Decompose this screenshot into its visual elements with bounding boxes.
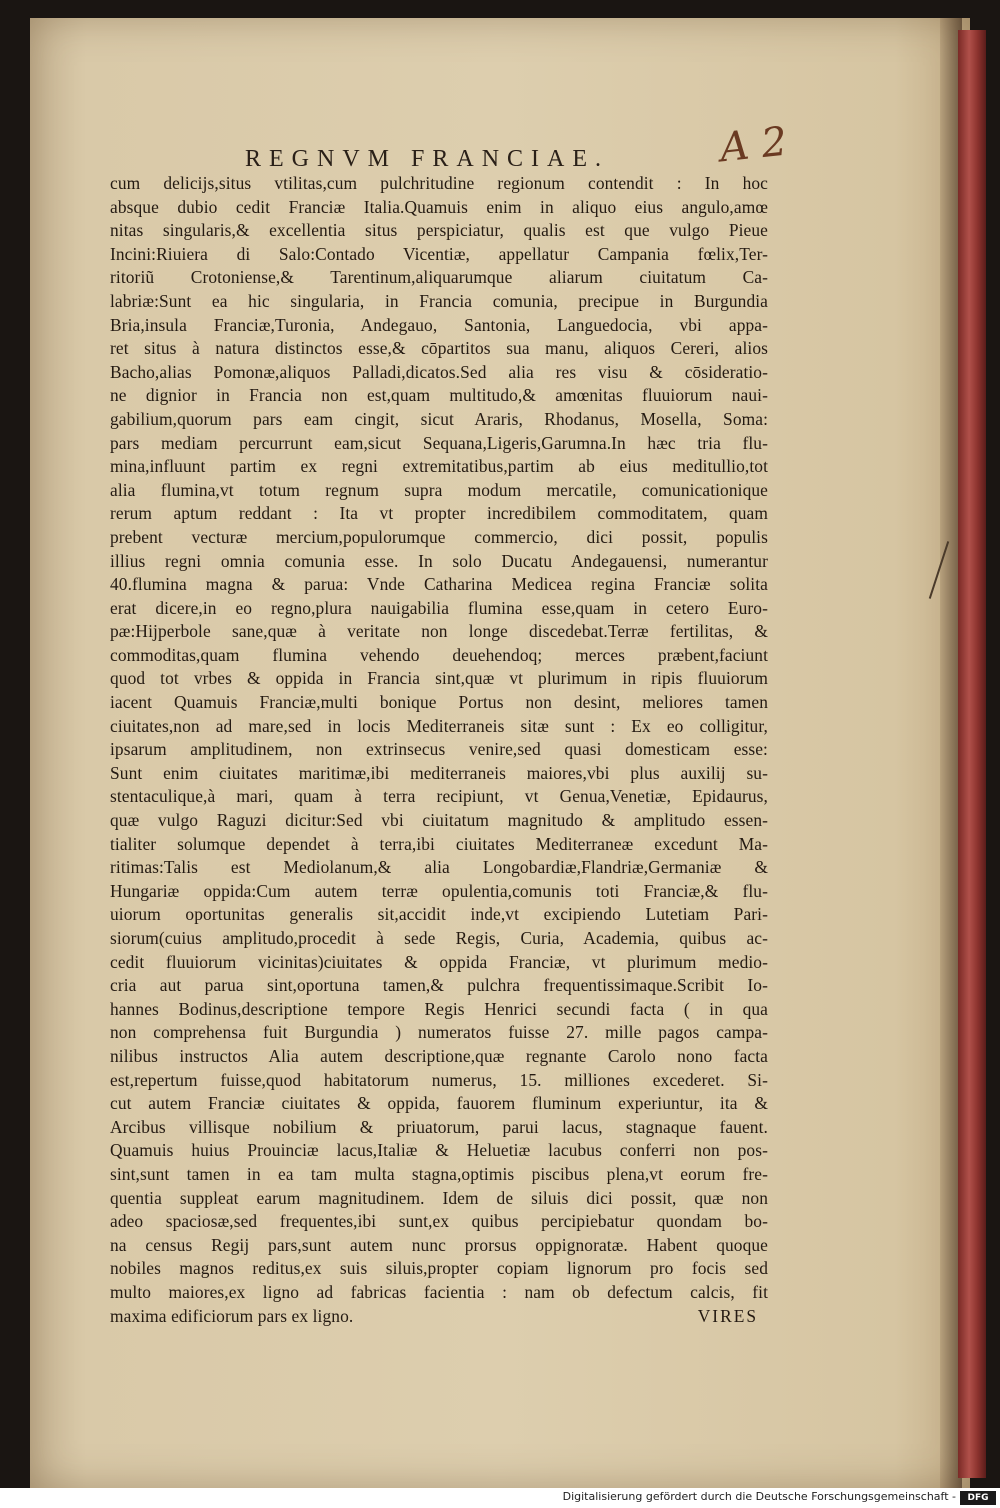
text-line: non comprehensa fuit Burgundia ) numeratos fuisse 27. mille pagos campa- bbox=[110, 1022, 768, 1043]
text-line: ritoriũ Crotoniense,& Tarentinum,aliquarumque aliarum ciuitatum Ca- bbox=[110, 267, 768, 288]
text-line: Bria,insula Franciæ,Turonia, Andegauo, Santonia, Languedocia, vbi appa- bbox=[110, 314, 768, 335]
handwritten-folio: A 2 bbox=[717, 118, 790, 172]
text-line: nilibus instructos Alia autem descriptione,quæ regnante Carolo nono facta bbox=[110, 1045, 768, 1066]
text-line: 40.flumina magna & parua: Vnde Catharina Medicea regina Franciæ solita bbox=[110, 574, 768, 595]
text-line: est,repertum fuisse,quod habitatorum numerus, 15. milliones excederet. Si- bbox=[110, 1069, 768, 1090]
dfg-logo: DFG bbox=[960, 1491, 996, 1505]
text-line: nobiles magnos reditus,ex suis siluis,propter copiam lignorum pro focis sed bbox=[110, 1258, 768, 1279]
text-line: quentia suppleat earum magnitudinem. Idem de siluis dici possit, quæ non bbox=[110, 1187, 768, 1208]
body-text bbox=[110, 172, 768, 1328]
text-line: cut autem Franciæ ciuitates & oppida, fauorem fluminum experiuntur, ita & bbox=[110, 1093, 768, 1114]
text-line: siorum(cuius amplitudo,procedit à sede Regis, Curia, Academia, quibus ac- bbox=[110, 928, 768, 948]
text-line: Sunt enim ciuitates maritimæ,ibi mediterraneis maiores,vbi plus auxilij su- bbox=[110, 762, 768, 783]
text-line: erat dicere,in eo regno,plura nauigabilia flumina esse,quam in cetero Euro- bbox=[110, 597, 768, 618]
text-line-last bbox=[110, 1305, 768, 1329]
text-line: tialiter solumque dependet à terra,ibi ciuitates Mediterraneæ excedunt Ma- bbox=[110, 833, 768, 854]
text-line: Bacho,alias Pomonæ,aliquos Palladi,dicatos.Sed alia res visu & cōsideratio- bbox=[110, 361, 768, 382]
catchword: VIRES bbox=[697, 1305, 758, 1326]
running-head: REGNVM FRANCIAE. bbox=[245, 146, 610, 172]
footer-bar bbox=[0, 1488, 1000, 1508]
text-line: pars mediam percurrunt eam,sicut Sequana,Ligeris,Garumna.In hæc tria flu- bbox=[110, 432, 768, 453]
text-line: cedit fluuiorum vicinitas)ciuitates & oppida Franciæ, vt plurimum medio- bbox=[110, 951, 768, 972]
text-line: iacent Quamuis Franciæ,multi bonique Portus non desint, meliores tamen bbox=[110, 692, 768, 713]
text-line: ipsarum amplitudinem, non extrinsecus venire,sed quasi domesticam esse: bbox=[110, 739, 768, 760]
text-line: adeo spaciosæ,sed frequentes,ibi sunt,ex quibus percipiebatur quondam bo- bbox=[110, 1211, 768, 1232]
text-line: quæ vulgo Raguzi dicitur:Sed vbi ciuitatum magnitudo & amplitudo essen- bbox=[110, 810, 768, 831]
text-line: Hungariæ oppida:Cum autem terræ opulentia,comunis toti Franciæ,& flu- bbox=[110, 880, 768, 901]
last-line-text: maxima edificiorum pars ex ligno. bbox=[110, 1305, 354, 1326]
text-line: absque dubio cedit Franciæ Italia.Quamuis enim in aliquo eius angulo,amœ bbox=[110, 196, 768, 217]
text-line: Arcibus villisque nobilium & priuatorum, parui lacus, stagnaque fauent. bbox=[110, 1116, 768, 1137]
text-line: prebent vecturæ mercium,populorumque commercio, dici possit, populis bbox=[110, 526, 768, 547]
text-line: nitas singularis,& excellentia situs perspiciatur, qualis est que vulgo Pieue bbox=[110, 220, 768, 241]
text-line: uiorum oportunitas generalis sit,accidit inde,vt excipiendo Lutetiam Pari- bbox=[110, 904, 768, 925]
text-line: commoditas,quam flumina vehendo deuehendoq; merces præbent,faciunt bbox=[110, 644, 768, 665]
text-line: quod tot vrbes & oppida in Francia sint,quæ vt plurimum in ripis fluuiorum bbox=[110, 668, 768, 689]
text-line: sint,sunt tamen in ea tam multa stagna,optimis piscibus plena,vt eorum fre- bbox=[110, 1163, 768, 1184]
text-line: cria aut parua sint,oportuna tamen,& pulchra frequentissimaque.Scribit Io- bbox=[110, 975, 768, 996]
text-line: Incini:Riuiera di Salo:Contado Vicentiæ, appellatur Campania fœlix,Ter- bbox=[110, 243, 768, 264]
text-line: cum delicijs,situs vtilitas,cum pulchritudine regionum contendit : In hoc bbox=[110, 173, 768, 193]
footer-credit: Digitalisierung gefördert durch die Deutsche Forschungsgemeinschaft - bbox=[562, 1490, 956, 1503]
text-line: ritimas:Talis est Mediolanum,& alia Longobardiæ,Flandriæ,Germaniæ & bbox=[110, 857, 768, 878]
text-line: rerum aptum reddant : Ita vt propter incredibilem commoditatem, quam bbox=[110, 503, 768, 524]
text-line: pæ:Hijperbole sane,quæ à veritate non longe discedebat.Terræ fertilitas, & bbox=[110, 621, 768, 642]
text-line: ciuitates,non ad mare,sed in locis Mediterraneis sitæ sunt : Ex eo colligitur, bbox=[110, 715, 768, 736]
text-line: hannes Bodinus,descriptione tempore Regis Henrici secundi facta ( in qua bbox=[110, 998, 768, 1019]
text-line: alia flumina,vt totum regnum supra modum mercatile, comunicationique bbox=[110, 479, 768, 500]
text-line: ne dignior in Francia non est,quam multitudo,& amœnitas fluuiorum naui- bbox=[110, 385, 768, 406]
red-page-edge bbox=[958, 30, 986, 1478]
text-line: ret situs à natura distinctos esse,& cōpartitos sua manu, aliquos Cereri, alios bbox=[110, 338, 768, 359]
text-line: stentaculique,à mari, quam à terra recipiunt, vt Genua,Venetiæ, Epidaurus, bbox=[110, 786, 768, 807]
text-line: gabilium,quorum pars eam cingit, sicut Araris, Rhodanus, Mosella, Soma: bbox=[110, 408, 768, 429]
text-line: Quamuis huius Prouinciæ lacus,Italiæ & Heluetiæ lacubus conferri non pos- bbox=[110, 1140, 768, 1161]
text-line: labriæ:Sunt ea hic singularia, in Francia comunia, precipue in Burgundia bbox=[110, 290, 768, 311]
text-line: na census Regij pars,sunt autem nunc prorsus oppignoratæ. Habent quoque bbox=[110, 1234, 768, 1255]
text-line: mina,influunt partim ex regni extremitatibus,partim ab eius meditullio,tot bbox=[110, 456, 768, 477]
text-line: illius regni omnia comunia esse. In solo Ducatu Andegauensi, numerantur bbox=[110, 550, 768, 571]
text-line: multo maiores,ex ligno ad fabricas facientia : nam ob defectum calcis, fit bbox=[110, 1281, 768, 1302]
